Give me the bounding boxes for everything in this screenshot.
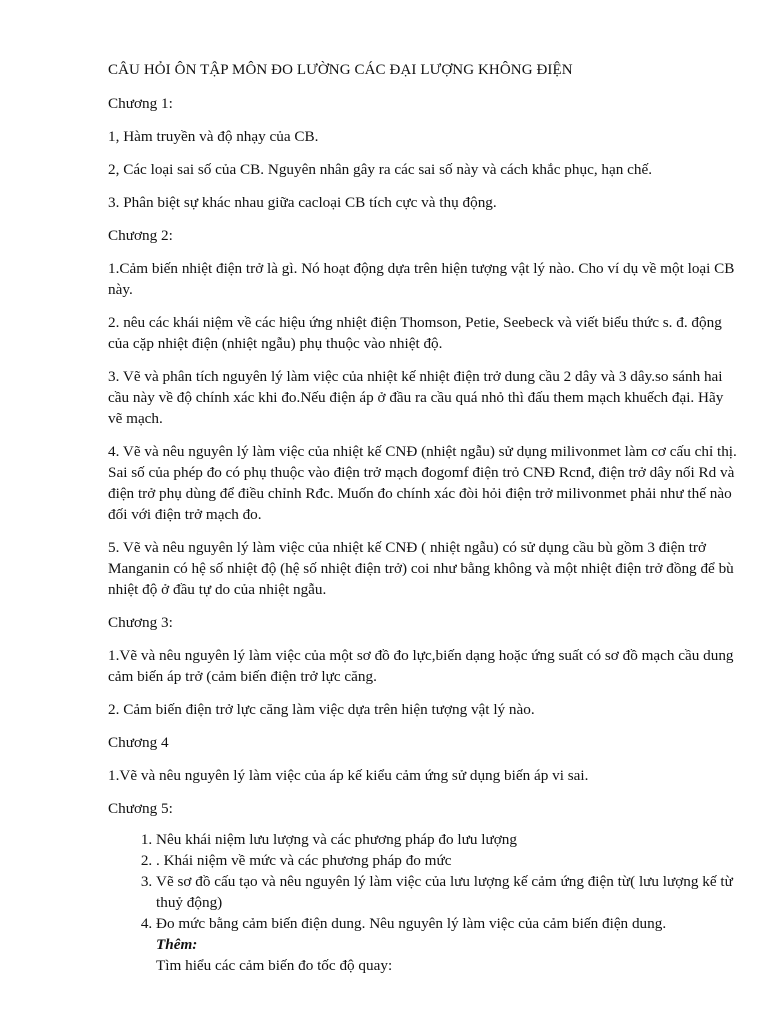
extra-label: Thêm: [156, 936, 198, 953]
chapter-2-question-5: 5. Vẽ và nêu nguyên lý làm việc của nhiệt kế CNĐ ( nhiệt ngẫu) có sử dụng cầu bù gồm 3 điện trở Manganin có hệ số nhiệt độ (hệ số nhiệt điện trở) coi như bằng không và một nhiệt điện trở đồng để bù nhiệt độ ở đầu tự do của nhiệt ngẫu. [108, 539, 734, 598]
chapter-2-question-1: 1.Cảm biến nhiệt điện trở là gì. Nó hoạt động dựa trên hiện tượng vật lý nào. Cho ví dụ về một loại CB này. [108, 260, 735, 298]
chapter-4-heading: Chương 4 [108, 734, 169, 751]
chapter-2-heading: Chương 2: [108, 227, 173, 244]
extra-note: Tìm hiểu các cảm biến đo tốc độ quay: [156, 957, 393, 974]
chapter-1-question-3: 3. Phân biệt sự khác nhau giữa cacloại CB tích cực và thụ động. [108, 194, 497, 211]
list-item: 1. Nêu khái niệm lưu lượng và các phương pháp đo lưu lượng [156, 829, 738, 850]
list-item: 3. Vẽ sơ đồ cấu tạo và nêu nguyên lý làm việc của lưu lượng kế cảm ứng điện từ( lưu lượng kế từ thuỷ động) [156, 871, 738, 913]
chapter-2-question-2: 2. nêu các khái niệm về các hiệu ứng nhiệt điện Thomson, Petie, Seebeck và viết biểu thức s. đ. động của cặp nhiệt điện (nhiệt ngẫu) phụ thuộc vào nhiệt độ. [108, 314, 722, 352]
document-title: CÂU HỎI ÔN TẬP MÔN ĐO LƯỜNG CÁC ĐẠI LƯỢNG KHÔNG ĐIỆN [108, 62, 573, 78]
chapter-3-heading: Chương 3: [108, 614, 173, 631]
chapter-5-list [108, 829, 738, 976]
chapter-4-question-1: 1.Vẽ và nêu nguyên lý làm việc của áp kế kiểu cảm ứng sử dụng biến áp vi sai. [108, 767, 589, 784]
chapter-3-question-1: 1.Vẽ và nêu nguyên lý làm việc của một sơ đồ đo lực,biến dạng hoặc ứng suất có sơ đồ mạch cầu dung cảm biến áp trở (cảm biến điện trở lực căng. [108, 647, 734, 685]
list-item-text: Đo mức bằng cảm biến điện dung. Nêu nguyên lý làm việc của cảm biến điện dung. [156, 915, 667, 932]
chapter-1-question-2: 2, Các loại sai số của CB. Nguyên nhân gây ra các sai số này và cách khắc phục, hạn chế. [108, 161, 653, 178]
list-item: 2. . Khái niệm về mức và các phương pháp đo mức [156, 850, 738, 871]
list-item-with-notes [156, 913, 738, 976]
chapter-2-question-4: 4. Vẽ và nêu nguyên lý làm việc của nhiệt kế CNĐ (nhiệt ngẫu) sử dụng milivonmet làm cơ cấu chỉ thị. Sai số của phép đo có phụ thuộc vào điện trở mạch đogomf điện trỏ CNĐ Rcnđ, điện trở dây nối Rd và điện trở phụ dùng để điều chỉnh Rđc. Muốn đo chính xác đòi hỏi điện trở milivonmet phải như thế nào đối với điện trở mạch đo. [108, 443, 737, 523]
chapter-5-heading: Chương 5: [108, 800, 173, 817]
chapter-3-question-2: 2. Cảm biến điện trở lực căng làm việc dựa trên hiện tượng vật lý nào. [108, 701, 535, 718]
chapter-1-question-1: 1, Hàm truyền và độ nhạy của CB. [108, 128, 319, 145]
chapter-1-heading: Chương 1: [108, 95, 173, 112]
chapter-2-question-3: 3. Vẽ và phân tích nguyên lý làm việc của nhiệt kế nhiệt điện trở dung cầu 2 dây và 3 dây.so sánh hai cầu này về độ chính xác khi đo.Nếu điện áp ở đầu ra cầu quá nhỏ thì đấu them mạch khuếch đại. Hãy vẽ mạch. [108, 368, 724, 427]
